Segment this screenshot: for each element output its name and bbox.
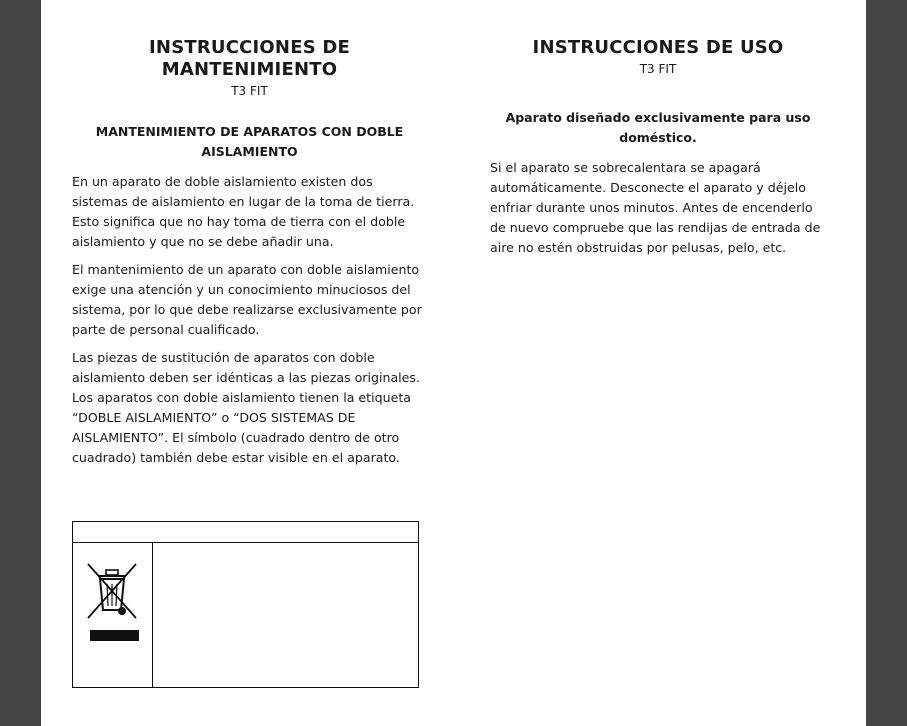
maintenance-paragraph-2: El mantenimiento de un aparato con doble aislamiento exige una atención y un conocimiento minuciosos del sistema, por lo que debe realizarse exclusivamente por parte de personal cualificado.: [72, 262, 422, 337]
document-page: [41, 0, 866, 726]
maintenance-title: INSTRUCCIONES DE MANTENIMIENTO: [149, 37, 350, 80]
weee-icon-cell: [73, 543, 153, 687]
maintenance-column: [72, 0, 427, 468]
weee-box-body: [73, 543, 418, 687]
domestic-use-heading: Aparato diseñado exclusivamente para uso doméstico.: [505, 110, 811, 145]
usage-title: INSTRUCCIONES DE USO: [532, 37, 784, 58]
weee-text-cell: [153, 543, 418, 687]
maintenance-paragraph-3: Las piezas de sustitución de aparatos con doble aislamiento deben ser idénticas a las piezas originales. Los aparatos con doble aislamiento tienen la etiqueta “DOBLE AISLAMIENTO” o “DOS SISTEMAS DE AISLAMIENTO”. El símbolo (cuadrado dentro de otro cuadrado) también debe estar visible en el aparato.: [72, 350, 420, 465]
maintenance-paragraph-1: En un aparato de doble aislamiento existen dos sistemas de aislamiento en lugar de la toma de tierra. Esto significa que no hay toma de tierra con el doble aislamiento y que no se debe añadir una.: [72, 174, 415, 249]
weee-box-header: [73, 522, 418, 543]
weee-disposal-box: [72, 521, 419, 688]
usage-column: [490, 0, 826, 258]
crossed-out-wheelie-bin-icon: [84, 560, 142, 646]
usage-paragraph-1: Si el aparato se sobrecalentara se apagará automáticamente. Desconecte el aparato y déjelo enfriar durante unos minutos. Antes de encenderlo de nuevo compruebe que las rendijas de entrada de aire no estén obstruidas por pelusas, pelo, etc.: [490, 160, 821, 255]
usage-subtitle: T3 FIT: [639, 62, 677, 76]
maintenance-subtitle: T3 FIT: [231, 84, 268, 98]
double-insulation-heading: MANTENIMIENTO DE APARATOS CON DOBLE AISLAMIENTO: [95, 124, 404, 159]
